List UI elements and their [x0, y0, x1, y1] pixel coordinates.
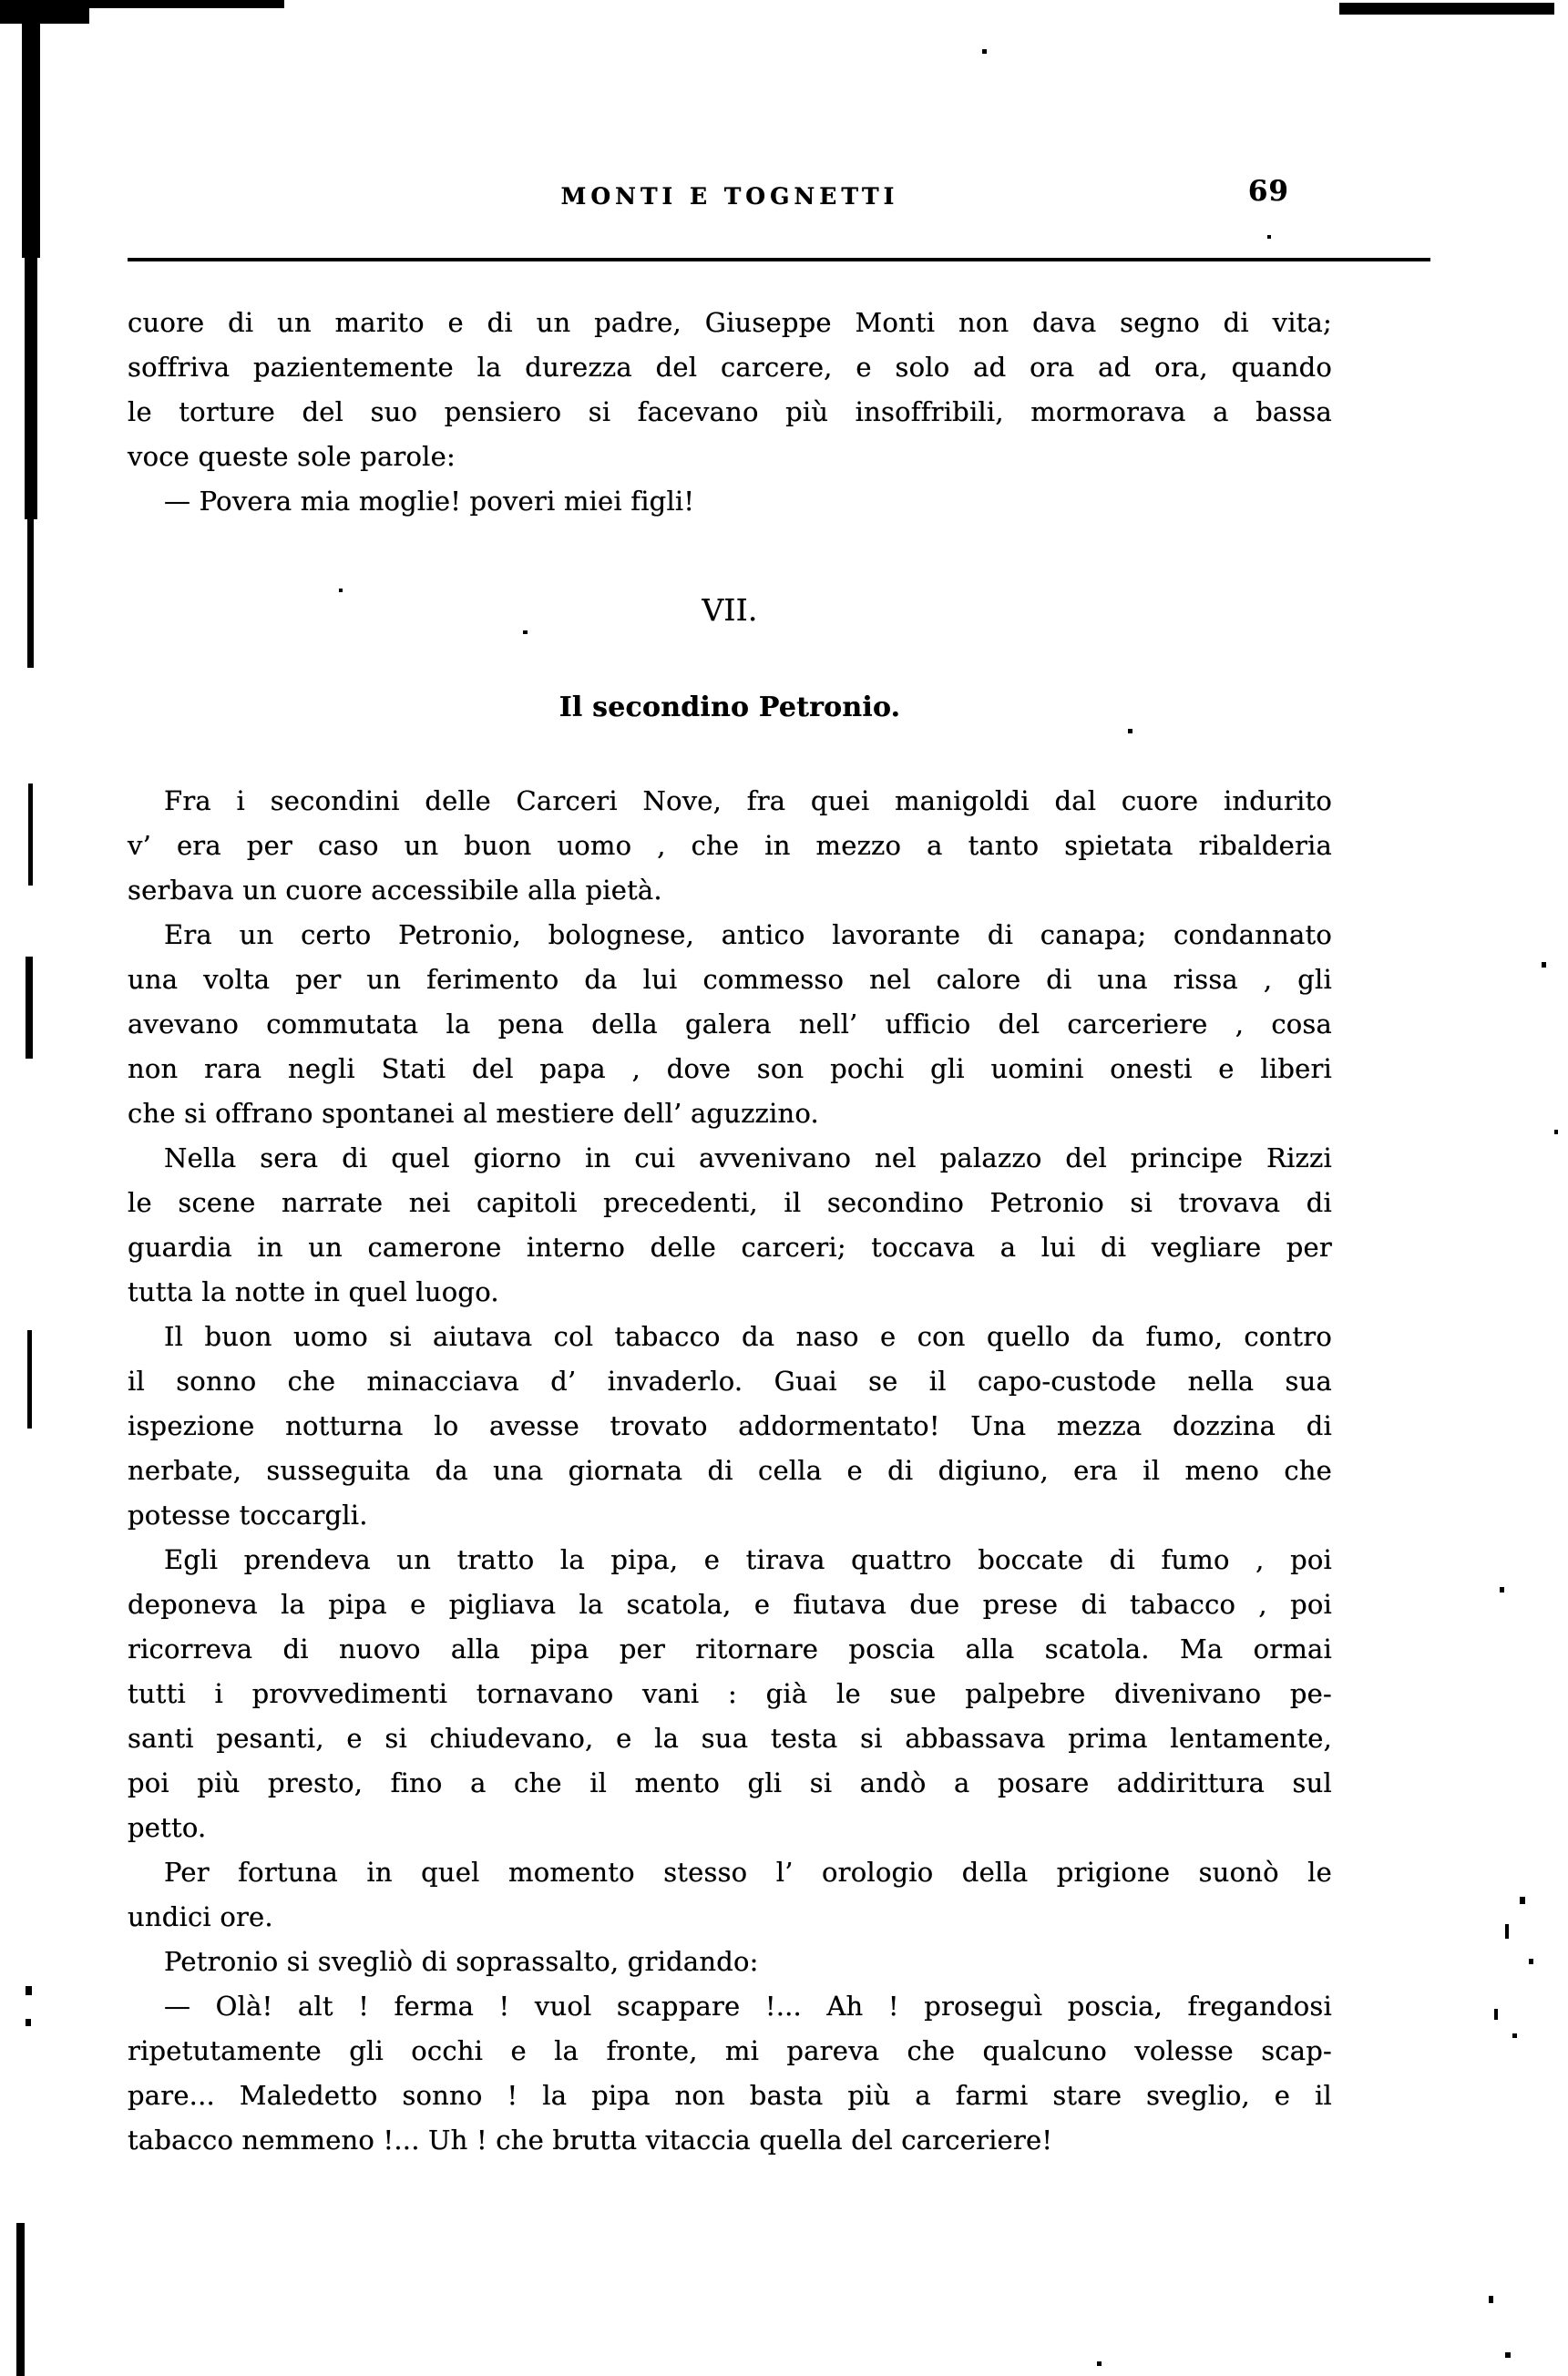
scan-mark — [26, 1986, 32, 1995]
scan-mark — [1529, 1959, 1533, 1964]
scan-mark — [1489, 2296, 1493, 2303]
scan-mark — [1494, 2009, 1498, 2020]
text-line: ricorreva di nuovo alla pipa per ritornare poscia alla scatola. Ma ormai — [128, 1634, 1332, 1664]
scan-mark — [1267, 235, 1271, 239]
text-line: Per fortuna in quel momento stesso l’ orologio della prigione suonò le — [164, 1857, 1332, 1888]
scan-mark — [27, 1330, 32, 1429]
scan-mark — [28, 783, 33, 886]
paragraph — [128, 1315, 1332, 1538]
paragraph — [128, 301, 1332, 479]
page-number: 69 — [1247, 175, 1289, 208]
opening-paragraphs — [128, 301, 1332, 524]
chapter-paragraphs — [128, 779, 1332, 2163]
text-line: nerbate, susseguita da una giornata di cella e di digiuno, era il meno che — [128, 1455, 1332, 1486]
paragraph — [128, 779, 1332, 913]
text-line: tutta la notte in quel luogo. — [128, 1276, 499, 1307]
text-line: non rara negli Stati del papa , dove son pochi gli uomini onesti e liberi — [128, 1053, 1332, 1084]
text-line: Era un certo Petronio, bolognese, antico lavorante di canapa; condannato — [164, 919, 1332, 950]
scan-mark — [1097, 2361, 1102, 2366]
text-line: v’ era per caso un buon uomo , che in mezzo a tanto spietata ribalderia — [128, 830, 1332, 861]
scan-mark — [1505, 1924, 1509, 1939]
text-line: le torture del suo pensiero si facevano più insoffribili, mormorava a bassa — [128, 396, 1332, 427]
text-line: potesse toccargli. — [128, 1500, 368, 1531]
scan-mark — [16, 2223, 25, 2376]
text-line: guardia in un camerone interno delle carceri; toccava a lui di vegliare per — [128, 1232, 1332, 1263]
text-line: serbava un cuore accessibile alla pietà. — [128, 875, 662, 906]
text-line: — Olà! alt ! ferma ! vuol scappare !... Ah ! proseguì poscia, fregandosi — [164, 1991, 1332, 2022]
text-line: soffriva pazientemente la durezza del carcere, e solo ad ora ad ora, quando — [128, 352, 1332, 383]
text-line: avevano commutata la pena della galera nell’ ufficio del carceriere , cosa — [128, 1009, 1332, 1040]
text-line: undici ore. — [128, 1901, 273, 1932]
text-line: una volta per un ferimento da lui commesso nel calore di una rissa , gli — [128, 964, 1332, 995]
scan-mark — [26, 957, 33, 1059]
scan-mark — [1554, 1130, 1558, 1134]
paragraph — [128, 1984, 1332, 2163]
text-column — [128, 301, 1332, 2163]
text-line: tutti i provvedimenti tornavano vani : già le sue palpebre divenivano pe- — [128, 1678, 1332, 1709]
text-line: Egli prendeva un tratto la pipa, e tirava quattro boccate di fumo , poi — [164, 1544, 1332, 1575]
text-line: santi pesanti, e si chiudevano, e la sua testa si abbassava prima lentamente, — [128, 1723, 1332, 1754]
scan-mark — [1500, 1587, 1504, 1593]
text-line: pare... Maledetto sonno ! la pipa non basta più a farmi stare sveglio, e il — [128, 2080, 1332, 2111]
text-line: le scene narrate nei capitoli precedenti, il secondino Petronio si trovava di — [128, 1187, 1332, 1218]
scan-mark — [27, 517, 34, 668]
text-line: il sonno che minacciava d’ invaderlo. Guai se il capo-custode nella sua — [128, 1366, 1332, 1397]
text-line: Il buon uomo si aiutava col tabacco da naso e con quello da fumo, contro — [164, 1321, 1332, 1352]
paragraph — [128, 1850, 1332, 1940]
running-title: MONTI E TOGNETTI — [560, 183, 899, 210]
text-line: Fra i secondini delle Carceri Nove, fra quei manigoldi dal cuore indurito — [164, 785, 1332, 816]
scan-mark — [1520, 1897, 1525, 1904]
text-line: deponeva la pipa e pigliava la scatola, e fiutava due prese di tabacco , poi — [128, 1589, 1332, 1620]
scan-mark — [1542, 962, 1546, 968]
paragraph — [128, 1940, 1332, 1984]
text-line: poi più presto, fino a che il mento gli si andò a posare addirittura sul — [128, 1767, 1332, 1798]
text-line: ispezione notturna lo avesse trovato addormentato! Una mezza dozzina di — [128, 1410, 1332, 1441]
text-line: tabacco nemmeno !... Uh ! che brutta vitaccia quella del carceriere! — [128, 2125, 1053, 2156]
chapter-title: Il secondino Petronio. — [559, 691, 901, 723]
text-line: voce queste sole parole: — [128, 441, 456, 472]
paragraph — [128, 1538, 1332, 1850]
text-line: — Povera mia moglie! poveri miei figli! — [164, 486, 695, 517]
scan-mark — [26, 2019, 31, 2026]
chapter-number: VII. — [702, 592, 758, 628]
page-header — [128, 175, 1332, 219]
paragraph — [128, 913, 1332, 1136]
scan-mark — [22, 16, 40, 258]
paragraph — [128, 479, 1332, 524]
header-rule — [128, 258, 1430, 261]
scan-mark — [1339, 3, 1554, 15]
scan-mark — [25, 255, 37, 519]
scan-mark — [982, 49, 987, 54]
text-line: ripetutamente gli occhi e la fronte, mi pareva che qualcuno volesse scap- — [128, 2035, 1332, 2066]
scan-mark — [1505, 2352, 1511, 2358]
text-line: Petronio si svegliò di soprassalto, gridando: — [164, 1946, 759, 1977]
scan-mark — [0, 0, 284, 8]
text-line: petto. — [128, 1812, 207, 1843]
paragraph — [128, 1136, 1332, 1315]
text-line: cuore di un marito e di un padre, Giuseppe Monti non dava segno di vita; — [128, 307, 1332, 338]
text-line: che si offrano spontanei al mestiere dell’ aguzzino. — [128, 1098, 819, 1129]
text-line: Nella sera di quel giorno in cui avvenivano nel palazzo del principe Rizzi — [164, 1142, 1332, 1173]
scan-mark — [1512, 2033, 1517, 2038]
